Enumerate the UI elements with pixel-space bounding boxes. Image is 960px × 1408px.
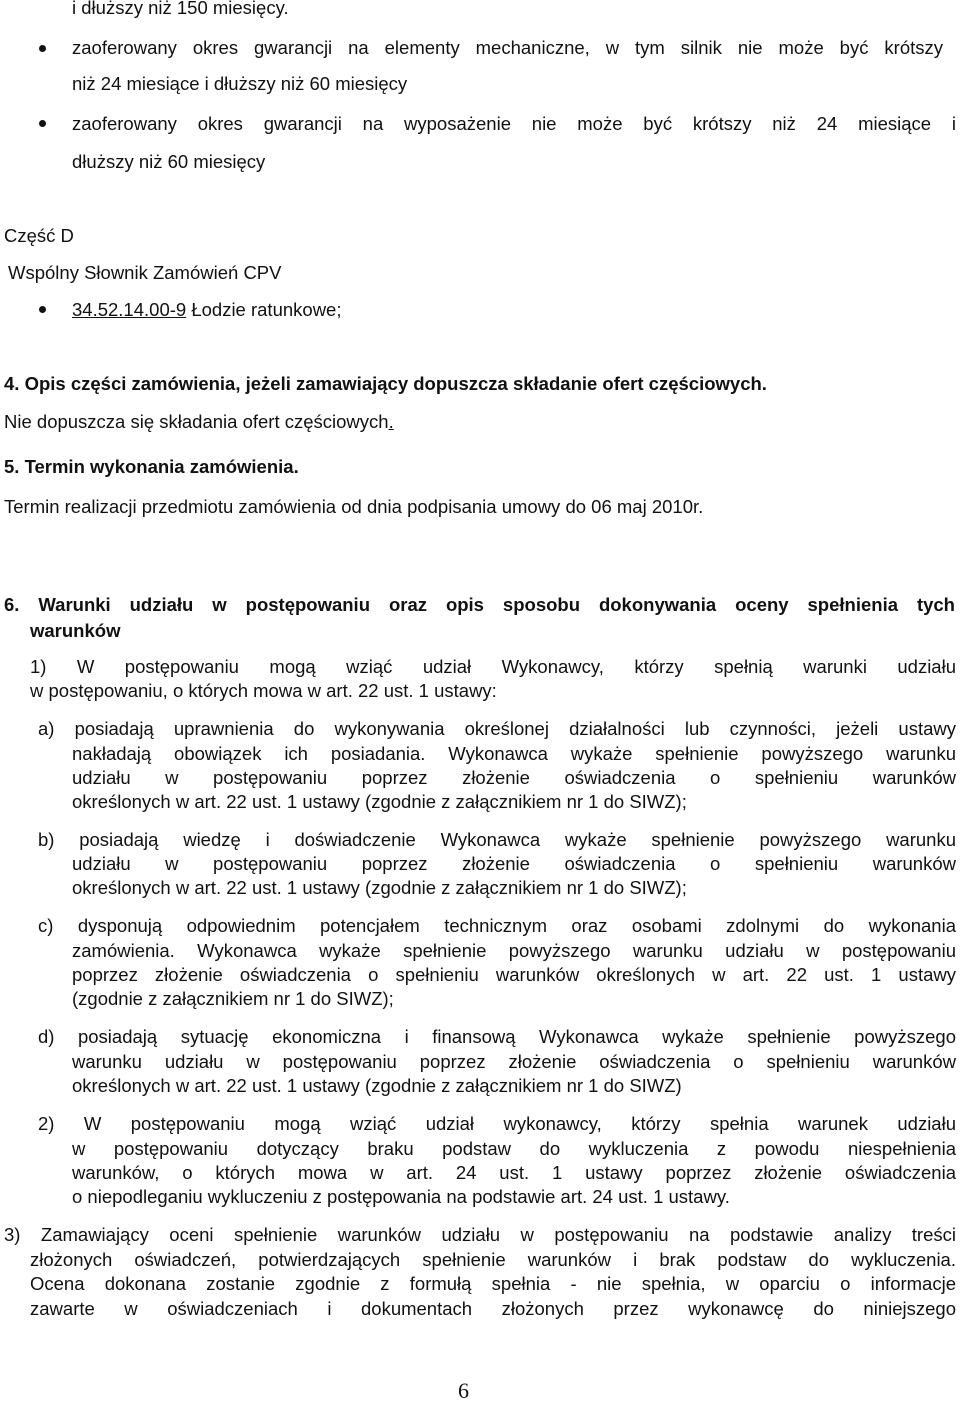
list-item-a: określonych w art. 22 ust. 1 ustawy (zgodnie z załącznikiem nr 1 do SIWZ);	[72, 791, 687, 812]
bullet-text: niż 24 miesiące i dłuższy niż 60 miesięcy	[72, 73, 408, 94]
cpv-code: 34.52.14.00-9	[72, 299, 187, 320]
part-heading: Część D	[4, 225, 74, 246]
section-heading: 4. Opis części zamówienia, jeżeli zamawiający dopuszcza składanie ofert częściowych.	[4, 373, 767, 394]
bullet	[39, 120, 46, 127]
cpv-title: Wspólny Słownik Zamówień CPV	[8, 262, 282, 283]
paragraph-line: Ocena dokonana zostanie zgodnie z formułą spełnia - nie spełnia, w oparciu o informacje	[30, 1273, 956, 1294]
cpv-description: Łodzie ratunkowe;	[186, 299, 342, 320]
paragraph-line: warunków, o których mowa w art. 24 ust. 1 ustawy poprzez złożenie oświadczenia	[72, 1162, 956, 1183]
paragraph-line: 3) Zamawiający oceni spełnienie warunków udziału w postępowaniu na podstawie analizy treści	[4, 1224, 956, 1245]
section-text: Termin realizacji przedmiotu zamówienia od dnia podpisania umowy do 06 maj 2010r.	[4, 496, 704, 517]
list-item-d: d) posiadają sytuację ekonomiczna i finansową Wykonawca wykaże spełnienie powyższego	[38, 1026, 956, 1047]
paragraph-line: złożonych oświadczeń, potwierdzających spełnienie warunków i brak podstaw do wykluczenia.	[30, 1249, 956, 1270]
list-item-b: określonych w art. 22 ust. 1 ustawy (zgodnie z załącznikiem nr 1 do SIWZ);	[72, 877, 687, 898]
list-item-c: zamówienia. Wykonawca wykaże spełnienie powyższego warunku udziału w postępowaniu	[72, 940, 956, 961]
section-heading: warunków	[30, 620, 121, 641]
paragraph-line: o niepodleganiu wykluczeniu z postępowania na podstawie art. 24 ust. 1 ustawy.	[72, 1186, 730, 1207]
list-item-b: udziału w postępowaniu poprzez złożenie oświadczenia o spełnieniu warunków	[72, 853, 956, 874]
list-item-a: nakładają obowiązek ich posiadania. Wykonawca wykaże spełnienie powyższego warunku	[72, 743, 956, 764]
page-number: 6	[458, 1378, 469, 1403]
bullet-text: dłuższy niż 60 miesięcy	[72, 151, 266, 172]
section-text-main: Nie dopuszcza się składania ofert częściowych	[4, 411, 389, 432]
list-item-b: b) posiadają wiedzę i doświadczenie Wykonawca wykaże spełnienie powyższego warunku	[38, 829, 956, 850]
bullet	[39, 306, 46, 313]
bullet	[39, 45, 46, 52]
section-heading: 6. Warunki udziału w postępowaniu oraz opis sposobu dokonywania oceny spełnienia tych	[4, 594, 955, 615]
list-item-c: c) dysponują odpowiednim potencjałem technicznym oraz osobami zdolnymi do wykonania	[38, 915, 956, 936]
section-text-end: .	[388, 411, 394, 432]
list-item-d: określonych w art. 22 ust. 1 ustawy (zgodnie z załącznikiem nr 1 do SIWZ)	[72, 1075, 682, 1096]
paragraph-line: zawarte w oświadczeniach i dokumentach złożonych przez wykonawcę do niniejszego	[30, 1298, 956, 1319]
paragraph-line: w postępowaniu, o których mowa w art. 22 ust. 1 ustawy:	[30, 680, 497, 701]
list-item-d: warunku udziału w postępowaniu poprzez złożenie oświadczenia o spełnieniu warunków	[72, 1051, 956, 1072]
cpv-item	[72, 298, 341, 322]
section-text	[4, 410, 394, 434]
bullet-text: zaoferowany okres gwarancji na elementy mechaniczne, w tym silnik nie może być krótszy	[72, 37, 943, 58]
bullet-text: zaoferowany okres gwarancji na wyposażenie nie może być krótszy niż 24 miesiące i	[72, 113, 956, 134]
paragraph-line: w postępowaniu dotyczący braku podstaw do wykluczenia z powodu niespełnienia	[72, 1138, 956, 1159]
list-item-a: udziału w postępowaniu poprzez złożenie oświadczenia o spełnieniu warunków	[72, 767, 956, 788]
list-item-c: poprzez złożenie oświadczenia o spełnieniu warunków określonych w art. 22 ust. 1 ustawy	[72, 964, 956, 985]
section-heading: 5. Termin wykonania zamówienia.	[4, 456, 299, 477]
paragraph-line: 1) W postępowaniu mogą wziąć udział Wykonawcy, którzy spełnią warunki udziału	[30, 656, 956, 677]
text-line: i dłuższy niż 150 miesięcy.	[72, 0, 289, 18]
list-item-a: a) posiadają uprawnienia do wykonywania określonej działalności lub czynności, jeżeli ustawy	[38, 718, 956, 739]
paragraph-line: 2) W postępowaniu mogą wziąć udział wykonawcy, którzy spełnia warunek udziału	[38, 1113, 956, 1134]
list-item-c: (zgodnie z załącznikiem nr 1 do SIWZ);	[72, 988, 394, 1009]
